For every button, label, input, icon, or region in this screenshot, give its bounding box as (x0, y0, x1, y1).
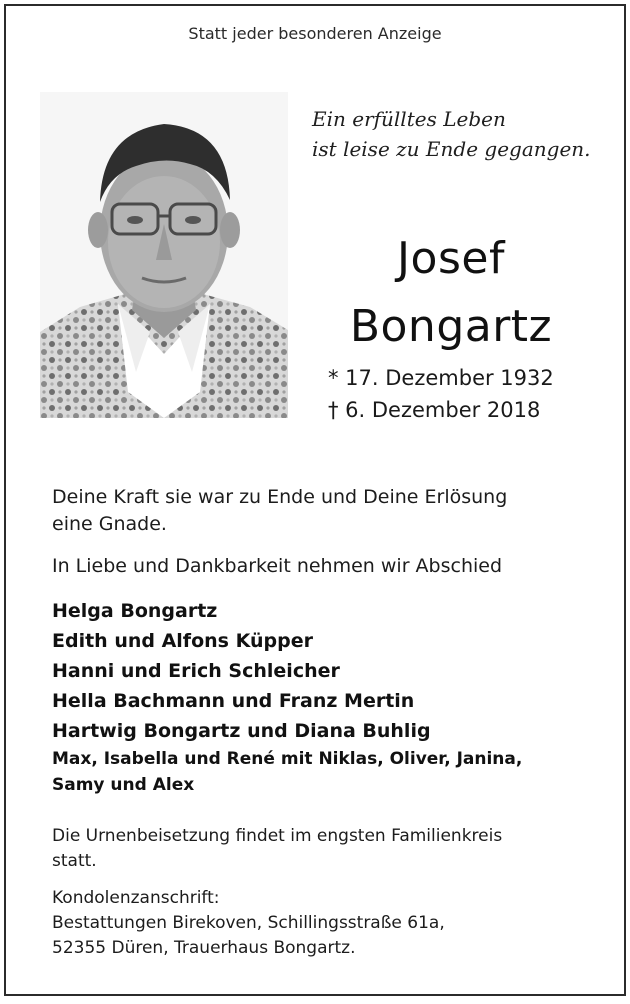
birth-date: * 17. Dezember 1932 (328, 366, 554, 390)
obituary-notice (4, 4, 626, 996)
grandchildren-line: Samy und Alex (52, 775, 195, 795)
quote-line: Ein erfülltes Leben (312, 107, 506, 131)
quote-line: ist leise zu Ende gegangen. (312, 137, 591, 161)
funeral-line: statt. (52, 851, 97, 871)
deceased-last-name: Bongartz (349, 301, 553, 352)
mourner-name: Hartwig Bongartz und Diana Buhlig (52, 720, 431, 742)
mourner-name: Hanni und Erich Schleicher (52, 660, 340, 682)
mourner-name: Helga Bongartz (52, 600, 218, 622)
notice-header: Statt jeder besonderen Anzeige (188, 24, 442, 43)
condolence-line: 52355 Düren, Trauerhaus Bongartz. (52, 938, 356, 958)
mourners-list (52, 596, 597, 798)
portrait-photo (40, 92, 288, 418)
portrait-image (40, 92, 288, 418)
condolence-label: Kondolenzanschrift: (52, 888, 220, 908)
funeral-line: Die Urnenbeisetzung findet im engsten Familienkreis (52, 826, 503, 846)
message-line: eine Gnade. (52, 513, 167, 535)
mourner-name: Hella Bachmann und Franz Mertin (52, 690, 415, 712)
life-dates (328, 362, 554, 426)
condolence-address (52, 886, 597, 961)
funeral-info (52, 824, 597, 874)
mourner-name: Edith und Alfons Küpper (52, 630, 313, 652)
death-date: † 6. Dezember 2018 (328, 398, 541, 422)
condolence-line: Bestattungen Birekoven, Schillingsstraße 61a, (52, 913, 445, 933)
grandchildren-line: Max, Isabella und René mit Niklas, Oliver, Janina, (52, 749, 523, 769)
deceased-first-name: Josef (397, 233, 505, 284)
quote-verse (312, 104, 612, 164)
farewell-text (52, 553, 597, 580)
message-text (52, 484, 597, 538)
farewell-line: In Liebe und Dankbarkeit nehmen wir Abschied (52, 555, 503, 577)
message-line: Deine Kraft sie war zu Ende und Deine Erlösung (52, 486, 508, 508)
